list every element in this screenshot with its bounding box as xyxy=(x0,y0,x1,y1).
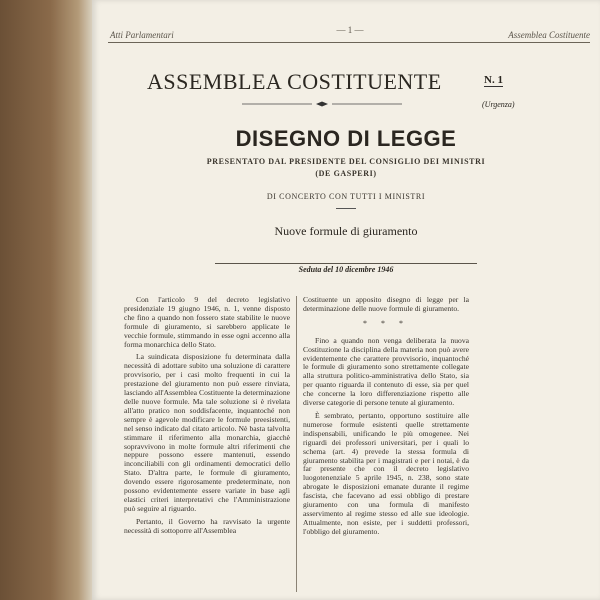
column-divider xyxy=(296,296,297,592)
short-rule xyxy=(336,208,356,209)
paragraph: Fino a quando non venga deliberata la nuova Costituzione la disciplina della materia non può avere evidentemente che carattere provvisorio, inquantoché le formule di giuramento sono strettamente collegate alla struttura politico-amministrativa dello Stato, sia per quanto riguarda il contenuto di esse, sia per quel che concerne la loro differenziazione rispetto alle diverse categorie di persone tenute al giuramento. xyxy=(303,335,469,408)
header-right: Assemblea Costituente xyxy=(508,30,590,40)
paragraph: Costituente un apposito disegno di legge per la determinazione delle nuove formule di giuramento. xyxy=(303,295,469,313)
text-column-left xyxy=(124,296,290,540)
header-rule xyxy=(108,42,590,43)
paragraph: Pertanto, il Governo ha ravvisato la urgente necessità di sottoporre all'Assemblea xyxy=(124,516,290,535)
paragraph: Con l'articolo 9 del decreto legislativo presidenziale 19 giugno 1946, n. 1, venne disposto che fino a quando non fossero state stabilite le nuove formule di giuramento, si sarebbero applicate le vecchie formule, stimmando in esse ogni accenno alla forma monarchica dello Stato. xyxy=(124,295,290,349)
ornament-rule xyxy=(242,101,402,107)
bill-subject: Nuove formule di giuramento xyxy=(274,224,418,238)
paragraph: La suindicata disposizione fu determinata dalla necessità di adottare subito una soluzione di carattere provvisorio, per i casi molto frequenti in cui la prestazione del giuramento non può essere rinviata, lasciando all'Assemblea Costituente la determinazione delle nuove formule. Ma tale soluzione si è rivelata all'atto pratico non soddisfacente, inquantoché non sempre è agevole modificare le formule preesistenti, nel senso indicato dal citato articolo. Nè basta talvolta stimmare il riferimento alla monarchia, giacchè sopravvivono in molte formule altri riferimenti che neppure possono essere mantenuti, essendo inconciliabili con gli ordinamenti democratici dello Stato. D'altra parte, le formule di giuramento, dovendo essere rigorosamente predeterminate, non possono evidentemente essere variate in base agli elastici criteri interpretativi che l'Amministrazione può seguire al riguardo. xyxy=(124,352,290,513)
presenter-name: (DE GASPERI) xyxy=(315,169,377,178)
urgency-label: (Urgenza) xyxy=(482,100,515,109)
section-separator: * * * xyxy=(363,318,409,328)
masthead-title: ASSEMBLEA COSTITUENTE xyxy=(147,69,442,94)
bill-heading: DISEGNO DI LEGGE xyxy=(235,126,457,151)
text-column-right xyxy=(303,296,469,541)
session-date: Seduta del 10 dicembre 1946 xyxy=(298,265,394,274)
session-rule xyxy=(215,263,477,264)
presented-by: PRESENTATO DAL PRESIDENTE DEL CONSIGLIO DEI MINISTRI xyxy=(206,157,486,166)
book-binding xyxy=(0,0,92,600)
in-concert-with: DI CONCERTO CON TUTTI I MINISTRI xyxy=(266,192,426,201)
document-number: N. 1 xyxy=(484,74,503,86)
paragraph: È sembrato, pertanto, opportuno sostituire alle numerose formule esistenti quelle strettamente indispensabili, unificando le più omogenee. Nei riguardi dei professori universitari, per i quali lo schema (art. 4) prevede la stessa formula di giuramento stabilita per i magistrati e per i notai, è da far presente che con il decreto legislativo luogotenenziale 5 aprile 1945, n. 238, sono state abrogate le disposizioni emanate durante il regime fascista, che facevano ad essi obbligo di prestare giuramento con una formula di manifesto asservimento al regime stesso ed alle sue ideologie. Attualmente, non esiste, per i suddetti professori, l'obbligo del giuramento. xyxy=(303,410,469,536)
header-left: Atti Parlamentari xyxy=(110,30,174,40)
page-number: — 1 — xyxy=(336,25,364,35)
document-page xyxy=(92,0,600,600)
